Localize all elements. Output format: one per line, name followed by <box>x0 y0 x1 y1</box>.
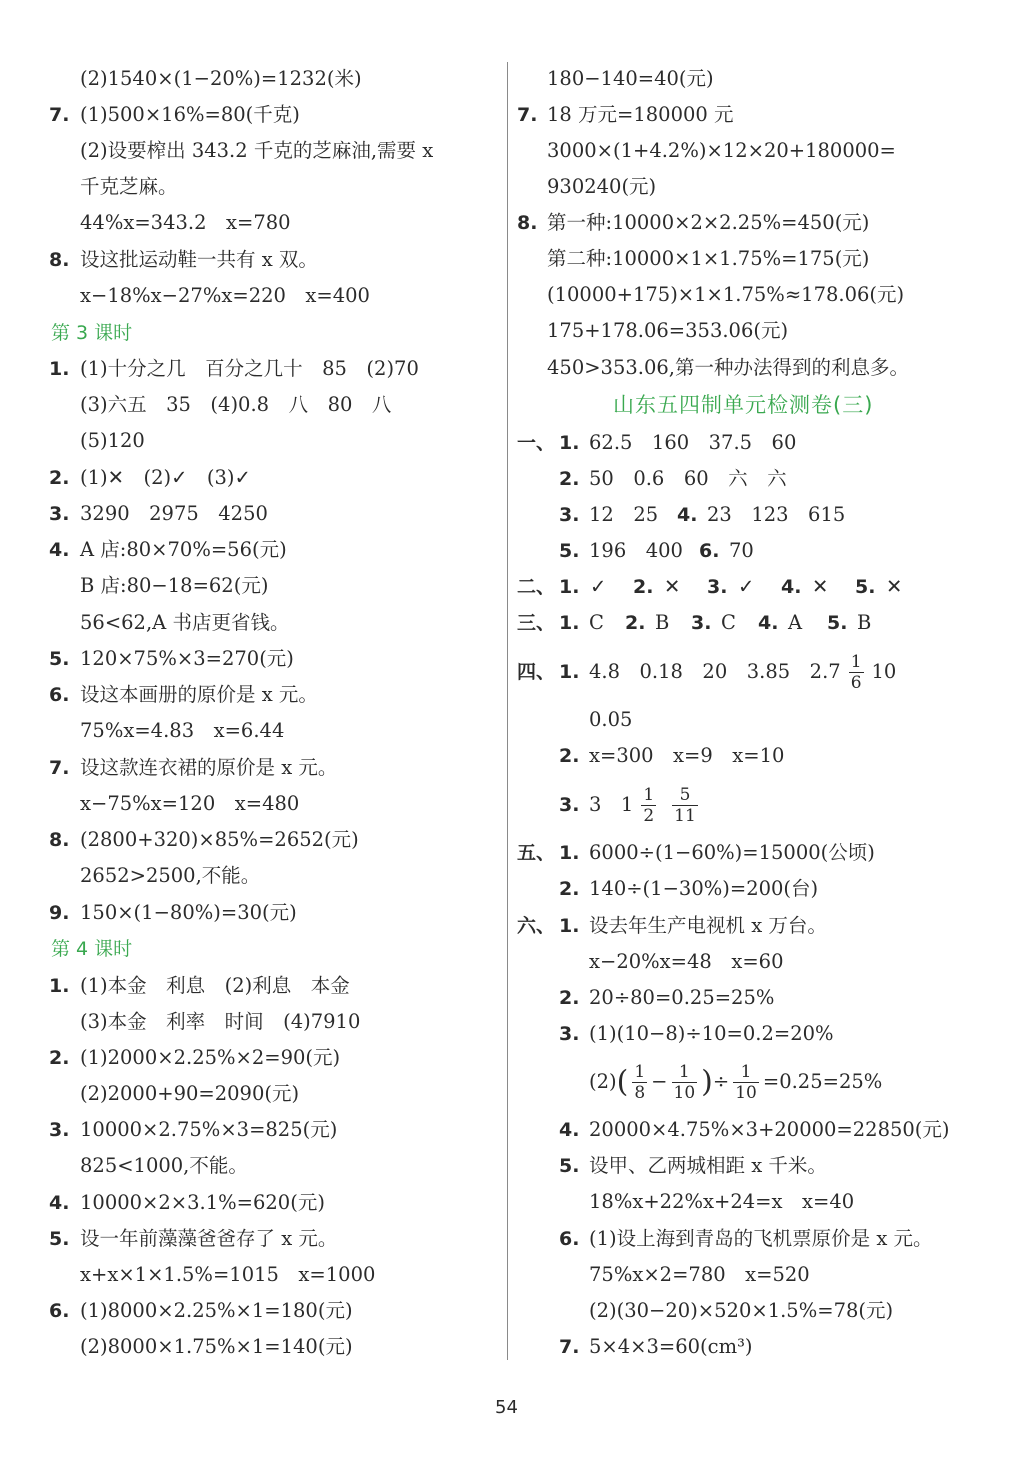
answer-text: 设甲、乙两城相距 x 千米。 <box>589 1154 827 1177</box>
answer-text: 千克芝麻。 <box>80 175 178 198</box>
column-divider <box>507 62 508 1360</box>
answer-text: 20÷80=0.25=25% <box>589 986 775 1009</box>
answer-text: (1)8000×2.25%×1=180(元) <box>80 1299 353 1322</box>
answer-text: (1)✕ (2)✓ (3)✓ <box>80 466 251 489</box>
answer-text: (2)8000×1.75%×1=140(元) <box>80 1335 353 1358</box>
denominator: 6 <box>850 673 862 693</box>
lesson-heading-text: 第 4 课时 <box>51 938 133 960</box>
question-number: 4. <box>758 612 779 634</box>
question-number: 3. <box>49 1119 70 1141</box>
answer-text: 设这批运动鞋一共有 x 双。 <box>80 248 318 271</box>
question-number: 3. <box>559 794 580 816</box>
fraction <box>632 1062 647 1103</box>
answer-text: (1)500×16%=80(千克) <box>80 103 300 126</box>
answer-values: =0.25=25% <box>762 1070 883 1093</box>
answer-text: (2)设要榨出 343.2 千克的芝麻油,需要 x <box>80 139 434 162</box>
question-number: 6. <box>49 684 70 706</box>
answer-text: 10000×2×3.1%=620(元) <box>80 1191 325 1214</box>
answer-text: (1)本金 利息 (2)利息 本金 <box>80 974 350 997</box>
question-number: 4. <box>49 1192 70 1214</box>
open-paren: ( <box>616 1064 629 1100</box>
question-number: 6. <box>49 1300 70 1322</box>
fraction <box>733 1062 759 1103</box>
answer-text: 第二种:10000×1×1.75%=175(元) <box>547 247 870 270</box>
answer-text: 18%x+22%x+24=x x=40 <box>589 1190 855 1213</box>
answer-text: A 店:80×70%=56(元) <box>80 538 287 561</box>
answer-text: 196 400 <box>589 539 683 562</box>
question-number: 3. <box>49 503 70 525</box>
question-number: 8. <box>49 249 70 271</box>
question-number: 7. <box>517 104 538 126</box>
answer-text: (1)十分之几 百分之几十 85 (2)70 <box>80 357 419 380</box>
answer-text: 18 万元=180000 元 <box>547 103 734 126</box>
answer-text: 20000×4.75%×3+20000=22850(元) <box>589 1118 950 1141</box>
section-label: 三、 <box>517 612 556 634</box>
question-number: 1. <box>49 975 70 997</box>
question-number: 1. <box>559 612 580 634</box>
question-number: 3. <box>559 1023 580 1045</box>
answer-text: (1)2000×2.25%×2=90(元) <box>80 1046 341 1069</box>
answer-text: 825<1000,不能。 <box>80 1154 248 1177</box>
answer-text: 3000×(1+4.2%)×12×20+180000= <box>547 139 896 162</box>
answer-text: 140÷(1−30%)=200(台) <box>589 877 819 900</box>
answer-text: 设一年前藻藻爸爸存了 x 元。 <box>80 1227 338 1250</box>
section-label: 二、 <box>517 576 556 598</box>
answer-text: (1)(10−8)÷10=0.2=20% <box>589 1022 834 1045</box>
answer-text: 75%x=4.83 x=6.44 <box>80 719 285 742</box>
numerator: 5 <box>672 785 698 806</box>
question-number: 4. <box>559 1119 580 1141</box>
question-number: 5. <box>559 1155 580 1177</box>
fraction <box>672 1062 698 1103</box>
answer-text: x−75%x=120 x=480 <box>80 792 300 815</box>
answer-text: 3290 2975 4250 <box>80 502 268 525</box>
fraction <box>849 652 864 693</box>
answer-text: (1)设上海到青岛的飞机票原价是 x 元。 <box>589 1227 933 1250</box>
question-number: 2. <box>559 987 580 1009</box>
answer-text: 0.05 <box>589 708 633 731</box>
answer-text: 设这款连衣裙的原价是 x 元。 <box>80 756 338 779</box>
denominator: 8 <box>634 1083 646 1103</box>
answer-text: B <box>857 611 872 634</box>
answer-text: C <box>589 611 604 634</box>
section-label: 四、 <box>517 661 556 683</box>
question-number: 5. <box>855 576 876 598</box>
question-number: 4. <box>781 576 802 598</box>
question-number: 2. <box>559 745 580 767</box>
section-label: 六、 <box>517 915 556 937</box>
answer-text: 2652>2500,不能。 <box>80 864 261 887</box>
question-number: 4. <box>677 504 698 526</box>
denominator: 10 <box>735 1083 757 1103</box>
question-number: 7. <box>559 1336 580 1358</box>
denominator: 10 <box>673 1083 696 1103</box>
answer-text <box>589 783 706 827</box>
answer-text: 930240(元) <box>547 175 657 198</box>
numerator: 1 <box>634 1062 646 1082</box>
section-label: 一、 <box>517 432 556 454</box>
question-number: 2. <box>49 467 70 489</box>
question-number: 5. <box>559 540 580 562</box>
cross-mark: ✕ <box>886 575 903 598</box>
answer-text: A <box>788 611 803 634</box>
answer-text: 第一种:10000×2×2.25%=450(元) <box>547 211 870 234</box>
section-label: 五、 <box>517 842 556 864</box>
question-number: 7. <box>49 104 70 126</box>
answer-text: (2)2000+90=2090(元) <box>80 1082 300 1105</box>
question-number: 9. <box>49 902 70 924</box>
answer-text: x=300 x=9 x=10 <box>589 744 785 767</box>
answer-text: 设这本画册的原价是 x 元。 <box>80 683 318 706</box>
numerator: 1 <box>643 785 655 805</box>
question-number: 2. <box>625 612 646 634</box>
answer-text: (2)(30−20)×520×1.5%=78(元) <box>589 1299 894 1322</box>
question-number: 2. <box>559 468 580 490</box>
question-number: 4. <box>49 539 70 561</box>
denominator: 2 <box>643 806 655 826</box>
answer-text: 75%x×2=780 x=520 <box>589 1263 810 1286</box>
answer-text: (5)120 <box>80 429 145 452</box>
answer-text: x−18%x−27%x=220 x=400 <box>80 284 370 307</box>
answer-text: 23 123 615 <box>707 503 846 526</box>
answer-text: B 店:80−18=62(元) <box>80 574 269 597</box>
answer-text: (10000+175)×1×1.75%≈178.06(元) <box>547 283 905 306</box>
answer-text <box>589 650 896 694</box>
answer-text: x+x×1×1.5%=1015 x=1000 <box>80 1263 376 1286</box>
answer-text: B <box>655 611 670 634</box>
answer-text: 50 0.6 60 六 六 <box>589 467 787 490</box>
answer-text: C <box>721 611 736 634</box>
question-number: 5. <box>827 612 848 634</box>
question-number: 2. <box>633 576 654 598</box>
answer-text: (2)1540×(1−20%)=1232(米) <box>80 67 362 90</box>
question-number: 1. <box>559 576 580 598</box>
test-title-text: 山东五四制单元检测卷(三) <box>613 393 874 417</box>
question-number: 1. <box>559 432 580 454</box>
question-number: 8. <box>49 829 70 851</box>
question-number: 1. <box>559 915 580 937</box>
answer-text: x−20%x=48 x=60 <box>589 950 784 973</box>
question-number: 5. <box>49 648 70 670</box>
cross-mark: ✕ <box>664 575 681 598</box>
question-number: 1. <box>559 842 580 864</box>
lesson-heading-text: 第 3 课时 <box>51 322 133 344</box>
answer-text: 70 <box>729 539 754 562</box>
answer-text: 175+178.06=353.06(元) <box>547 319 789 342</box>
page-number: 54 <box>495 1397 518 1418</box>
answer-text: 6000÷(1−60%)=15000(公顷) <box>589 841 875 864</box>
question-number: 1. <box>559 661 580 683</box>
answer-text: (3)本金 利率 时间 (4)7910 <box>80 1010 361 1033</box>
answer-text: 56<62,A 书店更省钱。 <box>80 611 290 634</box>
fraction <box>641 785 656 826</box>
sub-label: (2) <box>589 1070 617 1093</box>
answer-text: (3)六五 35 (4)0.8 八 80 八 <box>80 393 392 416</box>
answer-text: 180−140=40(元) <box>547 67 714 90</box>
fraction <box>672 785 698 826</box>
answer-text: 5×4×3=60(cm³) <box>589 1335 753 1358</box>
answer-text: 44%x=343.2 x=780 <box>80 211 291 234</box>
cross-mark: ✕ <box>812 575 829 598</box>
answer-text: 150×(1−80%)=30(元) <box>80 901 297 924</box>
answer-text: 62.5 160 37.5 60 <box>589 431 797 454</box>
numerator: 1 <box>850 652 862 672</box>
answer-text: (2800+320)×85%=2652(元) <box>80 828 359 851</box>
question-number: 1. <box>49 358 70 380</box>
question-number: 2. <box>559 878 580 900</box>
question-number: 6. <box>559 1228 580 1250</box>
close-paren: ) <box>701 1064 713 1100</box>
question-number: 6. <box>699 540 720 562</box>
question-number: 3. <box>707 576 728 598</box>
answer-text <box>589 1060 882 1104</box>
answer-text: 450>353.06,第一种办法得到的利息多。 <box>547 356 909 379</box>
question-number: 5. <box>49 1228 70 1250</box>
answer-text: 设去年生产电视机 x 万台。 <box>589 914 827 937</box>
minus-sign: − <box>651 1070 668 1093</box>
denominator: 11 <box>674 806 696 826</box>
numerator: 1 <box>733 1062 759 1083</box>
question-number: 3. <box>691 612 712 634</box>
divide-sign: ÷ <box>712 1070 730 1093</box>
answer-text: 120×75%×3=270(元) <box>80 647 294 670</box>
answer-values: 10 <box>871 660 897 683</box>
check-mark: ✓ <box>590 575 607 598</box>
check-mark: ✓ <box>738 575 755 598</box>
answer-text: 12 25 <box>589 503 659 526</box>
answer-values: 3 1 <box>589 793 634 816</box>
question-number: 8. <box>517 212 538 234</box>
numerator: 1 <box>672 1062 698 1083</box>
question-number: 3. <box>559 504 580 526</box>
question-number: 2. <box>49 1047 70 1069</box>
answer-text: 10000×2.75%×3=825(元) <box>80 1118 338 1141</box>
answer-values: 4.8 0.18 20 3.85 2.7 <box>589 660 841 683</box>
question-number: 7. <box>49 757 70 779</box>
